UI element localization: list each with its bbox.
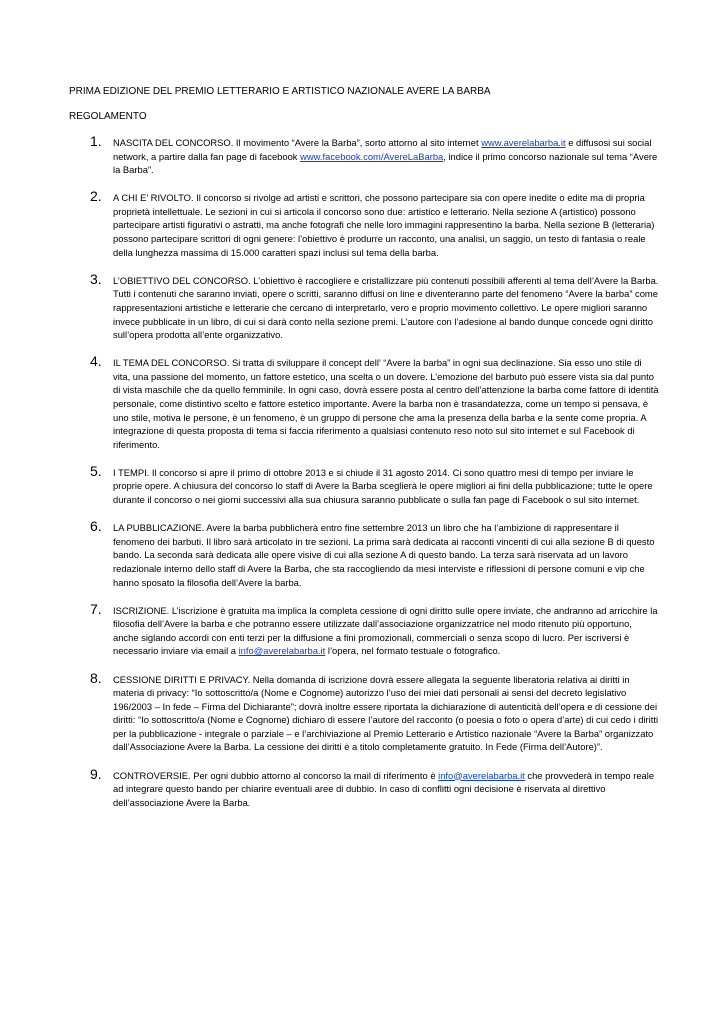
email-link[interactable]: info@averelabarba.it: [238, 645, 326, 657]
document-title: PRIMA EDIZIONE DEL PREMIO LETTERARIO E ARTISTICO NAZIONALE AVERE LA BARBA: [69, 86, 491, 97]
rule-item-6: [90, 518, 660, 589]
rule-text: A CHI E’ RIVOLTO. Il concorso si rivolge ad artisti e scrittori, che possono partecipare sia con opere inedite o edite ma di propria proprietà intellettuale. Le sezioni in cui si articola il concorso sono due: artistico e letterario. Nella sezione A (artistico) possono partecipare artisti figurativi o astratti, ma anche fotografi che nelle loro immagini rappresentino la barba. Nella sezione B (letteraria) possono partecipare scrittori di ogni genere: l’obiettivo è produrre un racconto, una analisi, un saggio, un testo di fantasia o reale della lunghezza massima di 15.000 caratteri spazi inclusi sul tema della barba.: [113, 192, 655, 258]
rule-item-8: [90, 669, 660, 755]
rule-number: 3.: [90, 270, 102, 287]
rule-text: LA PUBBLICAZIONE. Avere la barba pubblicherà entro fine settembre 2013 un libro che ha l’ambizione di rappresentare il fenomeno dei barbuti. Il libro sarà articolato in tre sezioni. La prima sarà dedicata ai racconti vincenti di cui alla sezione B di questo bando. La seconda sarà dedicata alle opere visive di cui alla sezione A di questo bando. La terza sarà riservata ad un lavoro redazionale interno dello staff di Avere la Barba, che sta raccogliendo da mesi interviste e riflessioni di persone comuni e vip che hanno sposato la filosofia dell’Avere la barba.: [113, 522, 655, 588]
website-link[interactable]: www.averelabarba.it: [481, 137, 566, 148]
rule-text: che provvederà in tempo reale ad integrare questo bando per chiarire eventuali aree di dubbio. In caso di conflitti ogni decisione è riservata al direttivo dell’associazione Avere la Barba.: [113, 769, 655, 808]
rule-number: 6.: [90, 518, 102, 535]
rule-number: 2.: [90, 188, 102, 205]
rule-number: 8.: [90, 669, 102, 686]
rule-item-4: [90, 353, 660, 451]
rule-text: ISCRIZIONE. L’iscrizione è gratuita ma implica la completa cessione di ogni diritto sulle opere inviate, che andranno ad arricchire la filosofia dell’Avere la barba e che potranno essere utilizzate dall’associazione organizzatrice nel modo ritenuto più opportuno, anche siglando accordi con enti terzi per la diffusione a fini promozionali, commerciali o senza scopo di lucro. Per iscriversi è necessario inviare via email a: [113, 604, 658, 657]
rule-item-5: [90, 462, 660, 507]
rule-number: 5.: [90, 462, 102, 479]
rule-text: CONTROVERSIE. Per ogni dubbio attorno al concorso la mail di riferimento è: [113, 769, 439, 781]
rule-text: , indice il primo concorso nazionale sul tema “Avere la Barba”.: [113, 150, 658, 176]
rule-item-3: [90, 270, 660, 342]
rule-item-9: [90, 765, 660, 810]
rule-text: L’OBIETTIVO DEL CONCORSO. L’obiettivo è raccogliere e cristallizzare più contenuti possibili afferenti al tema dell’Avere la Barba. Tutti i contenuti che saranno inviati, opere o scritti, saranno diffusi on line e diventeranno parte del fenomeno “Avere la barba” come rappresentazioni artistiche e letterarie che cercano di interpretarlo, vero e proprio movimento collettivo. Le opere migliori saranno invece pubblicate in un libro, di cui si darà conto nella sezione premi. L’autore con l’adesione al bando dunque concede ogni diritto sull’opera prodotta all’ente organizzativo.: [113, 274, 659, 341]
rule-item-7: [90, 600, 660, 658]
rule-number: 7.: [90, 600, 102, 617]
rules-list: [90, 133, 660, 824]
email-link[interactable]: info@averelabarba.it: [438, 769, 525, 781]
rule-text: e diffusosi sui social network, a partire dalla fan page di facebook: [113, 137, 652, 162]
rule-number: 9.: [90, 765, 102, 782]
document-subtitle: REGOLAMENTO: [69, 111, 147, 122]
rule-number: 1.: [90, 133, 102, 149]
rule-text: CESSIONE DIRITTI E PRIVACY. Nella domanda di iscrizione dovrà essere allegata la seguente liberatoria relativa ai diritti in materia di privacy: “Io sottoscritto/a (Nome e Cognome) autorizzo l’uso dei miei dati personali ai sensi del decreto legislativo 196/2003 – In fede – Firma del Dichiarante”; dovrà inoltre essere riportata la dichiarazione di autenticità dell’opera e di cessione dei diritti: “Io sottoscritto/a (Nome e Cognome) dichiaro di essere l’autore del racconto (o poesia o foto o opera d’arte) di cui cedo i diritti per la pubblicazione - integrale o parziale – e l’archiviazione al Premio Letterario e Artistico nazionale “Avere la Barba” organizzato dall’Associazione Avere la Barba. La cessione dei diritti è a titolo completamente gratuito. In Fede (Firma dell’Autore)”.: [113, 673, 659, 753]
rule-item-1: [90, 133, 660, 177]
rule-item-2: [90, 188, 660, 259]
rule-text: l’opera, nel formato testuale o fotografico.: [325, 645, 501, 657]
rule-text: NASCITA DEL CONCORSO. Il movimento “Avere la Barba”, sorto attorno al sito internet: [113, 137, 482, 148]
facebook-link[interactable]: www.facebook.com/AvereLaBarba: [300, 150, 444, 162]
rule-text: IL TEMA DEL CONCORSO. Si tratta di sviluppare il concept dell’ “Avere la barba” in ogni sua declinazione. Sia esso uno stile di vita, una passione del momento, un fattore estetico, una scelta o un dovere. L’emozione del barbuto può essere vista sia dal punto di vista maschile che da quello femminile. In ogni caso, dovrà essere posta al centro dell’attenzione la barba come fattore di identità personale, come distintivo scelto e fattore estetico importante. Avere la barba non è trasandatezza, come un tempo si pensava, è uno stile, motiva le persone, è un fenomeno, è un gruppo di persone che ama la presenza della barba e la sente come propria. A integrazione di questa proposta di tema si faccia riferimento a qualsiasi contenuto reso noto sul sito internet e sul Facebook di riferimento.: [113, 357, 659, 450]
rule-text: I TEMPI. Il concorso si apre il primo di ottobre 2013 e si chiude il 31 agosto 2014. Ci sono quattro mesi di tempo per inviare le proprie opere. A chiusura del concorso lo staff di Avere la Barba sceglierà le opere migliori ai fini della pubblicazione; tutte le opere durante il concorso o nei giorni successivi alla sua chiusura saranno pubblicate o sulla fan page di Facebook o sul sito internet.: [113, 466, 653, 506]
rule-number: 4.: [90, 353, 102, 370]
